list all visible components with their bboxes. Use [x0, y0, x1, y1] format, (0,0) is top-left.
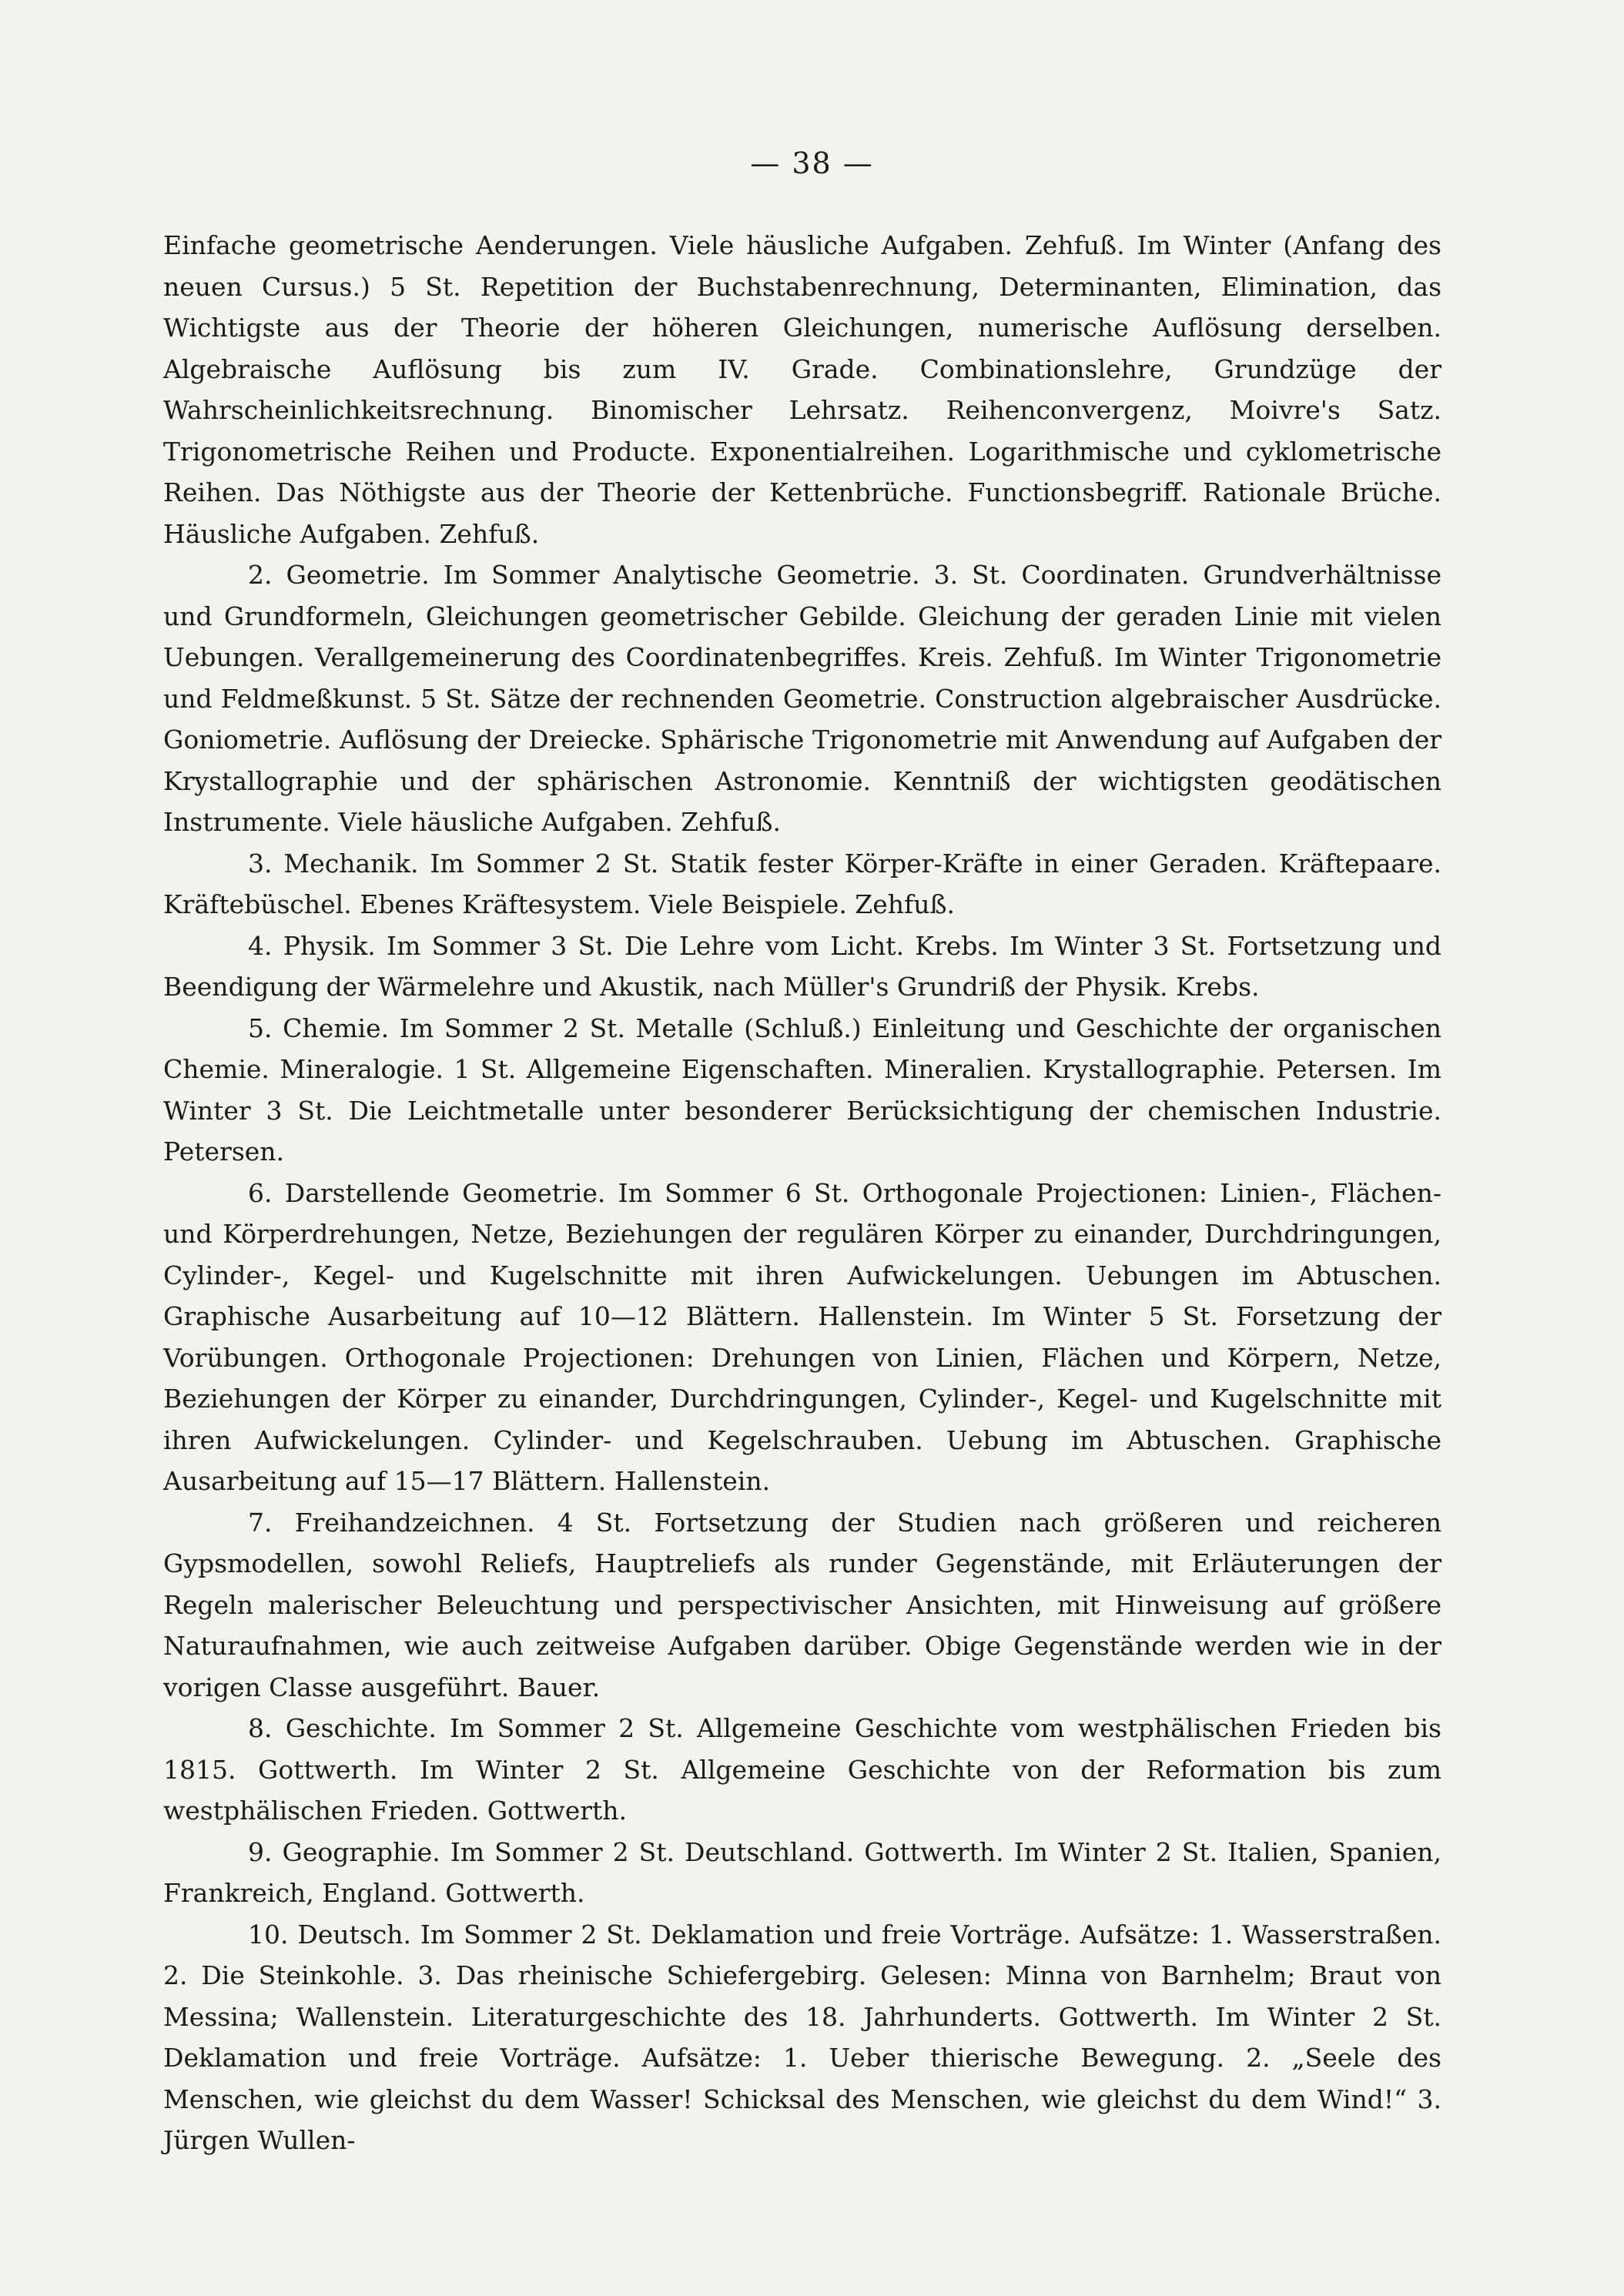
paragraph-algebra-continued: Einfache geometrische Aenderungen. Viele häusliche Aufgaben. Zehfuß. Im Winter (Anfang des neuen Cursus.) 5 St. Repetition der Buchstabenrechnung, Determinanten, Elimination, das Wichtigste aus der Theorie der höheren Gleichungen, numerische Auflösung derselben. Algebraische Auflösung bis zum IV. Grade. Combinationslehre, Grundzüge der Wahrscheinlichkeitsrechnung. Binomischer Lehrsatz. Reihenconvergenz, Moivre's Satz. Trigonometrische Reihen und Producte. Exponentialreihen. Logarithmische und cyklometrische Reihen. Das Nöthigste aus der Theorie der Kettenbrüche. Functionsbegriff. Rationale Brüche. Häusliche Aufgaben. Zehfuß.	[163, 230, 1442, 549]
paragraph-darstellende-geometrie: 6. Darstellende Geometrie. Im Sommer 6 St. Orthogonale Projectionen: Linien-, Flächen- und Körperdrehungen, Netze, Beziehungen der regulären Körper zu einander, Durchdringungen, Cylinder-, Kegel- und Kugelschnitte mit ihren Aufwickelungen. Uebungen im Abtuschen. Graphische Ausarbeitung auf 10—12 Blättern. Hallenstein. Im Winter 5 St. Forsetzung der Vorübungen. Orthogonale Projectionen: Drehungen von Linien, Flächen und Körpern, Netze, Beziehungen der Körper zu einander, Durchdringungen, Cylinder-, Kegel- und Kugelschnitte mit ihren Aufwickelungen. Cylinder- und Kegelschrauben. Uebung im Abtuschen. Graphische Ausarbeitung auf 15—17 Blättern. Hallenstein.	[163, 1177, 1442, 1496]
paragraph-mechanik: 3. Mechanik. Im Sommer 2 St. Statik fester Körper-Kräfte in einer Geraden. Kräftepaare. Kräftebüschel. Ebenes Kräftesystem. Viele Beispiele. Zehfuß.	[163, 848, 1442, 919]
paragraph-freihandzeichnen: 7. Freihandzeichnen. 4 St. Fortsetzung der Studien nach größeren und reicheren Gypsmodellen, sowohl Reliefs, Hauptreliefs als runder Gegenstände, mit Erläuterungen der Regeln malerischer Beleuchtung und perspectivischer Ansichten, mit Hinweisung auf größere Naturaufnahmen, wie auch zeitweise Aufgaben darüber. Obige Gegenstände werden wie in der vorigen Classe ausgeführt. Bauer.	[163, 1507, 1442, 1702]
page-number: — 38 —	[750, 146, 874, 180]
body-text	[163, 225, 1442, 2161]
paragraph-geographie: 9. Geographie. Im Sommer 2 St. Deutschland. Gottwerth. Im Winter 2 St. Italien, Spanien, Frankreich, England. Gottwerth.	[163, 1836, 1442, 1908]
paragraph-chemie: 5. Chemie. Im Sommer 2 St. Metalle (Schluß.) Einleitung und Geschichte der organischen Chemie. Mineralogie. 1 St. Allgemeine Eigenschaften. Mineralien. Krystallographie. Petersen. Im Winter 3 St. Die Leichtmetalle unter besonderer Berücksichtigung der chemischen Industrie. Petersen.	[163, 1012, 1442, 1166]
paragraph-geometrie: 2. Geometrie. Im Sommer Analytische Geometrie. 3. St. Coordinaten. Grundverhältnisse und Grundformeln, Gleichungen geometrischer Gebilde. Gleichung der geraden Linie mit vielen Uebungen. Verallgemeinerung des Coordinatenbegriffes. Kreis. Zehfuß. Im Winter Trigonometrie und Feldmeßkunst. 5 St. Sätze der rechnenden Geometrie. Construction algebraischer Ausdrücke. Goniometrie. Auflösung der Dreiecke. Sphärische Trigonometrie mit Anwendung auf Aufgaben der Krystallographie und der sphärischen Astronomie. Kenntniß der wichtigsten geodätischen Instrumente. Viele häusliche Aufgaben. Zehfuß.	[163, 560, 1442, 837]
paragraph-deutsch: 10. Deutsch. Im Sommer 2 St. Deklamation und freie Vorträge. Aufsätze: 1. Wasserstraßen. 2. Die Steinkohle. 3. Das rheinische Schiefergebirg. Gelesen: Minna von Barnhelm; Braut von Messina; Wallenstein. Literaturgeschichte des 18. Jahrhunderts. Gottwerth. Im Winter 2 St. Deklamation und freie Vorträge. Aufsätze: 1. Ueber thierische Bewegung. 2. „Seele des Menschen, wie gleichst du dem Wasser! Schicksal des Menschen, wie gleichst du dem Wind!“ 3. Jürgen Wullen-	[163, 1919, 1442, 2155]
paragraph-physik: 4. Physik. Im Sommer 3 St. Die Lehre vom Licht. Krebs. Im Winter 3 St. Fortsetzung und Beendigung der Wärmelehre und Akustik, nach Müller's Grundriß der Physik. Krebs.	[163, 930, 1442, 1002]
paragraph-geschichte: 8. Geschichte. Im Sommer 2 St. Allgemeine Geschichte vom westphälischen Frieden bis 1815. Gottwerth. Im Winter 2 St. Allgemeine Geschichte von der Reformation bis zum westphälischen Frieden. Gottwerth.	[163, 1713, 1442, 1826]
